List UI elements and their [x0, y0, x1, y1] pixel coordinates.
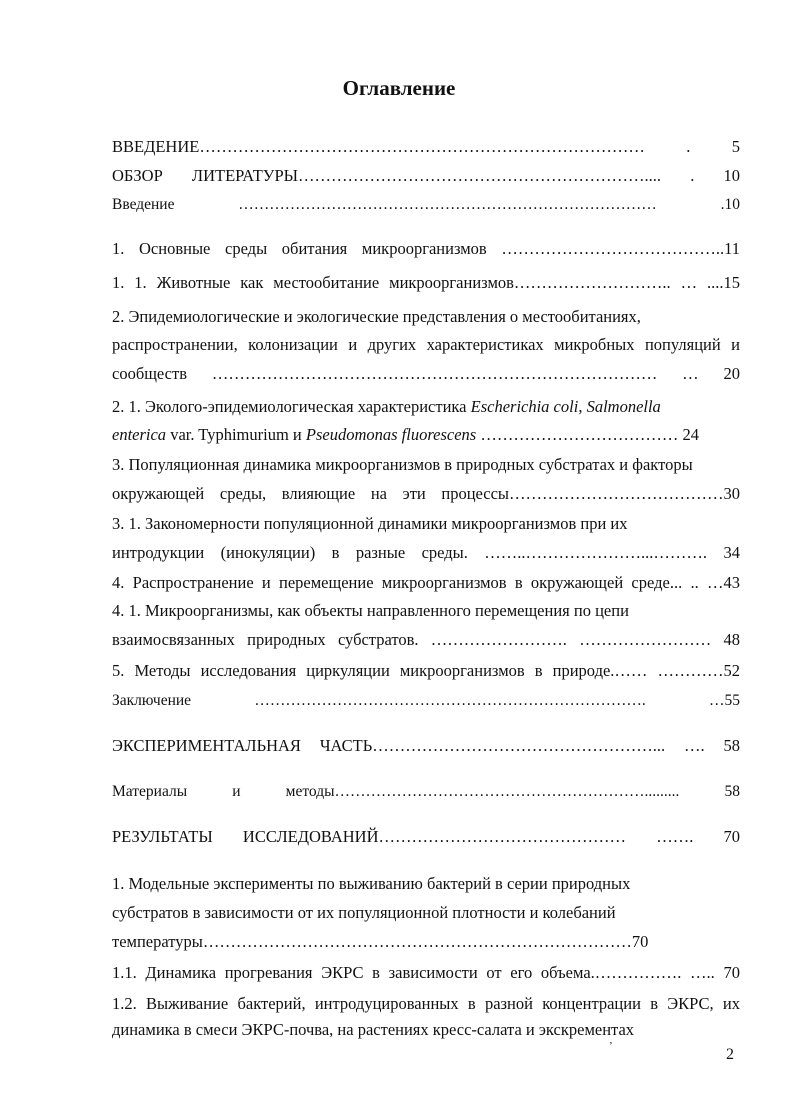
species-name: Salmonella — [586, 397, 661, 416]
toc-entry-epidemiology-line2: распространении, колонизации и других характеристиках микробных популяций и — [112, 335, 740, 354]
toc-entry-materials-methods: Материалы и методы……………………………………………………......... 58 — [112, 783, 740, 800]
toc-entry-experimental-part: ЭКСПЕРИМЕНТАЛЬНАЯ ЧАСТЬ……………………………………………... …. 58 — [112, 736, 740, 755]
toc-entry-conclusion: Заключение …………………………………………………………………. …55 — [112, 692, 740, 709]
toc-entry-regularities-line2: интродукции (инокуляции) в разные среды. ……..…………………...………. 34 — [112, 543, 740, 562]
toc-entry-model-experiments-line1: 1. Модельные эксперименты по выживанию бактерий в серии природных — [112, 874, 631, 893]
toc-entry-epidemiology-line1: 2. Эпидемиологические и экологические представления о местообитаниях, — [112, 307, 641, 326]
toc-entry-distribution: 4. Распространение и перемещение микроорганизмов в окружающей среде... .. …43 — [112, 573, 740, 592]
toc-entry-directed-movement-line2: взаимосвязанных природных субстратов. ……………………. …………………… 48 — [112, 630, 740, 649]
toc-entry-introduction: ВВЕДЕНИЕ……………………………………………………………………… . 5 — [112, 137, 740, 156]
toc-entry-literature-review: ОБЗОР ЛИТЕРАТУРЫ……………………………………………………….... . 10 — [112, 166, 740, 185]
toc-entry-heating-dynamics: 1.1. Динамика прогревания ЭКРС в зависимости от его объема.……………. ….. 70 — [112, 963, 740, 982]
toc-entry-eco-epidemiology-line2 — [112, 424, 740, 446]
toc-entry-model-experiments-line2: субстратов в зависимости от их популяционной плотности и колебаний — [112, 903, 616, 922]
species-name: Escherichia coli — [470, 397, 579, 416]
text-segment: ……………………………… 24 — [476, 425, 699, 444]
toc-entry-animals-habitat: 1. 1. Животные как местообитание микроорганизмов……………………….. … ....15 — [112, 273, 740, 292]
toc-entry-methods-circulation: 5. Методы исследования циркуляции микроорганизмов в природе.…… …………52 — [112, 661, 740, 680]
text-segment: 2. 1. Эколого-эпидемиологическая характеристика — [112, 397, 471, 416]
text-segment: var. Typhimurium и — [166, 425, 306, 444]
toc-entry-bacteria-survival-line1: 1.2. Выживание бактерий, интродуцированных в разной концентрации в ЭКРС, их — [112, 994, 740, 1013]
species-name: enterica — [112, 425, 167, 444]
species-name: Pseudomonas fluorescens — [305, 425, 477, 444]
toc-entry-population-dynamics-line1: 3. Популяционная динамика микроорганизмов в природных субстратах и факторы — [112, 455, 693, 474]
toc-entry-eco-epidemiology-line1 — [112, 396, 740, 418]
ink-mark: ʼ — [609, 1040, 613, 1052]
page-number: 2 — [726, 1046, 734, 1063]
page-title: Оглавление — [342, 76, 456, 100]
toc-entry-habitats: 1. Основные среды обитания микроорганизмов …………………………………..11 — [112, 239, 740, 258]
toc-entry-directed-movement-line1: 4. 1. Микроорганизмы, как объекты направленного перемещения по цепи — [112, 601, 629, 620]
toc-entry-review-introduction: Введение ……………………………………………………………………… .10 — [112, 196, 740, 213]
toc-entry-results: РЕЗУЛЬТАТЫ ИССЛЕДОВАНИЙ……………………………………… ……. 70 — [112, 827, 740, 846]
toc-entry-model-experiments-line3: температуры……………………………………………………………………70 — [112, 932, 649, 951]
toc-entry-epidemiology-line3: сообществ ……………………………………………………………………… … 20 — [112, 364, 740, 383]
toc-entry-bacteria-survival-line2: динамика в смеси ЭКРС-почва, на растениях кресс-салата и экскрементах — [112, 1020, 635, 1039]
toc-entry-population-dynamics-line2: окружающей среды, влияющие на эти процессы…………………………………30 — [112, 484, 740, 503]
text-segment: , — [578, 397, 587, 416]
toc-entry-regularities-line1: 3. 1. Закономерности популяционной динамики микроорганизмов при их — [112, 514, 628, 533]
